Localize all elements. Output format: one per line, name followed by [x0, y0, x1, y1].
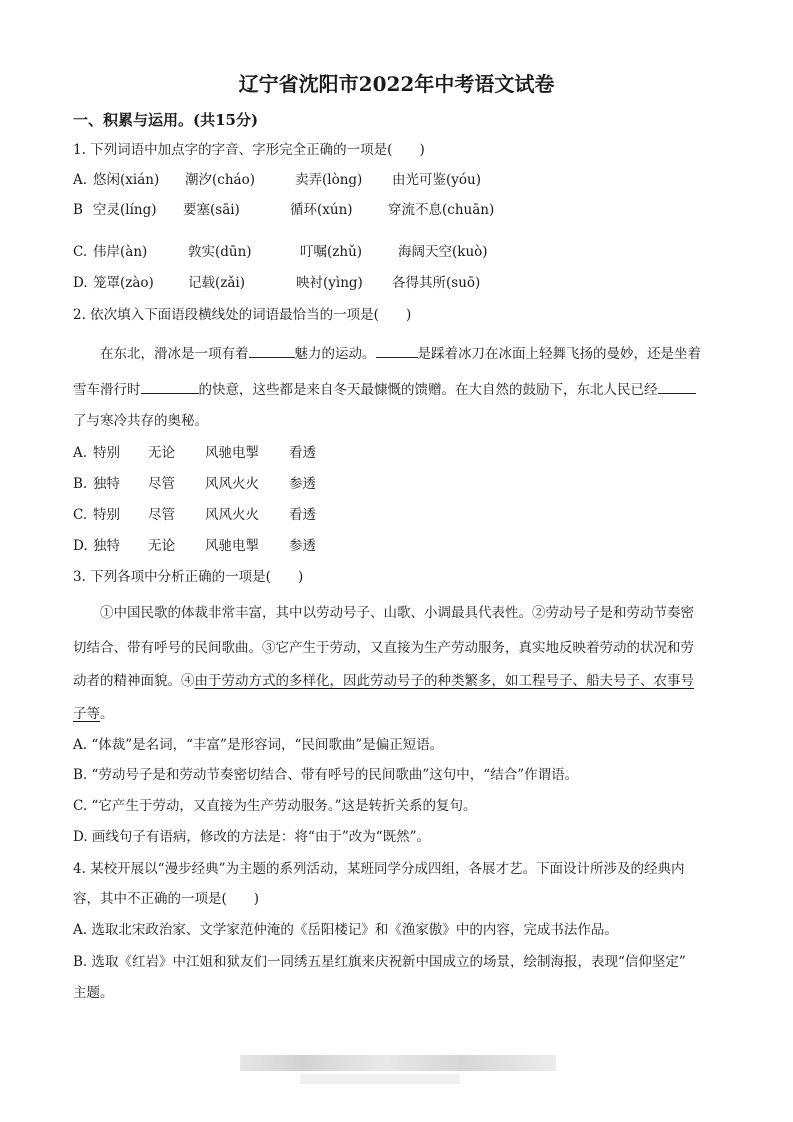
option-label: C.: [73, 244, 88, 260]
option-label: A.: [73, 172, 88, 188]
fill-blank: [249, 343, 295, 358]
option-item: 穿流不息(chuān): [388, 202, 495, 218]
q4-stem-line: 4. 某校开展以“漫步经典”为主题的系列活动，某班同学分成四组，各展才艺。下面设计所涉及的经典内: [73, 861, 685, 877]
option-item: 空灵(líng): [93, 202, 157, 218]
q2-passage-line: 了与寒冷共存的奥秘。: [73, 413, 208, 429]
option-item: 悠闲(xián): [93, 172, 160, 188]
option-item: 各得其所(suō): [392, 275, 481, 291]
option-item: 独特: [93, 538, 120, 554]
option-item: 风驰电掣: [205, 445, 259, 461]
q2-passage-line: [73, 379, 696, 400]
option-item: 敦实(dūn): [188, 244, 252, 260]
option-item: 由光可鉴(yóu): [392, 172, 481, 188]
q3-stem: 3. 下列各项中分析正确的一项是( ): [73, 569, 304, 585]
option-item: 笼罩(zào): [93, 275, 154, 291]
option-item: 潮汐(cháo): [185, 172, 255, 188]
q3-option-a: A. “体裁”是名词，“丰富”是形容词，“民间歌曲”是偏正短语。: [73, 737, 444, 753]
option-item: 看透: [289, 445, 316, 461]
q3-passage-line: [73, 671, 694, 691]
option-label: C.: [73, 507, 88, 523]
option-item: 循环(xún): [290, 202, 353, 218]
option-item: 风风火火: [205, 476, 259, 492]
option-item: 海阔天空(kuò): [398, 244, 488, 260]
option-label: D.: [73, 275, 88, 291]
option-item: 叮嘱(zhǔ): [300, 244, 363, 260]
fill-blank: [376, 343, 418, 358]
page-title: 辽宁省沈阳市2022年中考语文试卷: [238, 72, 555, 96]
option-item: 看透: [289, 507, 316, 523]
q2-stem: 2. 依次填入下面语段横线处的词语最恰当的一项是( ): [73, 307, 412, 323]
option-item: 特别: [93, 445, 120, 461]
passage-text: 魅力的运动。: [294, 346, 376, 362]
passage-text: 雪车滑行时: [73, 382, 141, 398]
blurred-watermark: [300, 1074, 460, 1084]
q1-stem: 1. 下列词语中加点字的字音、字形完全正确的一项是( ): [73, 142, 425, 158]
section-heading: 一、积累与运用。(共15分): [73, 111, 259, 129]
q4-option-b: B. 选取《红岩》中江姐和狱友们一同绣五星红旗来庆祝新中国成立的场景，绘制海报，表现“信仰坚定”: [73, 954, 686, 970]
option-item: 要塞(sāi): [183, 202, 240, 218]
passage-text: 在东北，滑冰是一项有着: [100, 346, 249, 362]
underlined-sentence: 由于劳动方式的多样化，因此劳动号子的种类繁多，如工程号子、船夫号子、农事号: [194, 673, 694, 689]
q4-option-a: A. 选取北宋政治家、文学家范仲淹的《岳阳楼记》和《渔家傲》中的内容，完成书法作品。: [73, 922, 618, 938]
option-label: B: [73, 202, 83, 218]
q3-option-c: C. “它产生于劳动，又直接为生产劳动服务。”这是转折关系的复句。: [73, 798, 477, 814]
passage-text: 。: [100, 706, 114, 722]
q3-passage-line: [73, 704, 114, 724]
option-item: 映衬(yìng): [296, 275, 363, 291]
blurred-watermark: [240, 1055, 556, 1071]
option-item: 记载(zǎi): [188, 275, 246, 291]
option-item: 独特: [93, 476, 120, 492]
option-item: 伟岸(àn): [93, 244, 148, 260]
option-label: A.: [73, 445, 88, 461]
passage-text: 的快意，这些都是来自冬天最慷慨的馈赠。在大自然的鼓励下，东北人民已经: [198, 382, 658, 398]
q3-option-b: B. “劳动号子是和劳动节奏密切结合、带有呼号的民间歌曲”这句中，“结合”作谓语。: [73, 767, 579, 783]
q3-passage-line: ①中国民歌的体裁非常丰富，其中以劳动号子、山歌、小调最具代表性。②劳动号子是和劳动节奏密: [100, 605, 694, 621]
passage-text: 是踩着冰刀在冰面上轻舞飞扬的曼妙，还是坐着: [417, 346, 701, 362]
q3-passage-line: 切结合、带有呼号的民间歌曲。③它产生于劳动，又直接为生产劳动服务，真实地反映着劳动的状况和劳: [73, 640, 694, 656]
q2-passage-line: [100, 343, 701, 364]
option-label: B.: [73, 476, 88, 492]
option-item: 卖弄(lòng): [295, 172, 363, 188]
fill-blank: [141, 379, 199, 394]
q3-option-d: D. 画线句子有语病，修改的方法是：将“由于”改为“既然”。: [73, 829, 431, 845]
option-item: 参透: [289, 476, 316, 492]
option-item: 风驰电掣: [205, 538, 259, 554]
option-item: 风风火火: [205, 507, 259, 523]
underlined-sentence: 子等: [73, 706, 100, 722]
option-item: 尽管: [148, 507, 175, 523]
option-item: 无论: [148, 445, 175, 461]
q4-stem-line: 容，其中不正确的一项是( ): [73, 891, 260, 907]
q4-option-b-cont: 主题。: [73, 985, 114, 1001]
option-item: 参透: [289, 538, 316, 554]
option-label: D.: [73, 538, 88, 554]
option-item: 无论: [148, 538, 175, 554]
option-item: 特别: [93, 507, 120, 523]
fill-blank: [658, 379, 696, 394]
option-item: 尽管: [148, 476, 175, 492]
passage-text: 动者的精神面貌。④: [73, 673, 195, 689]
